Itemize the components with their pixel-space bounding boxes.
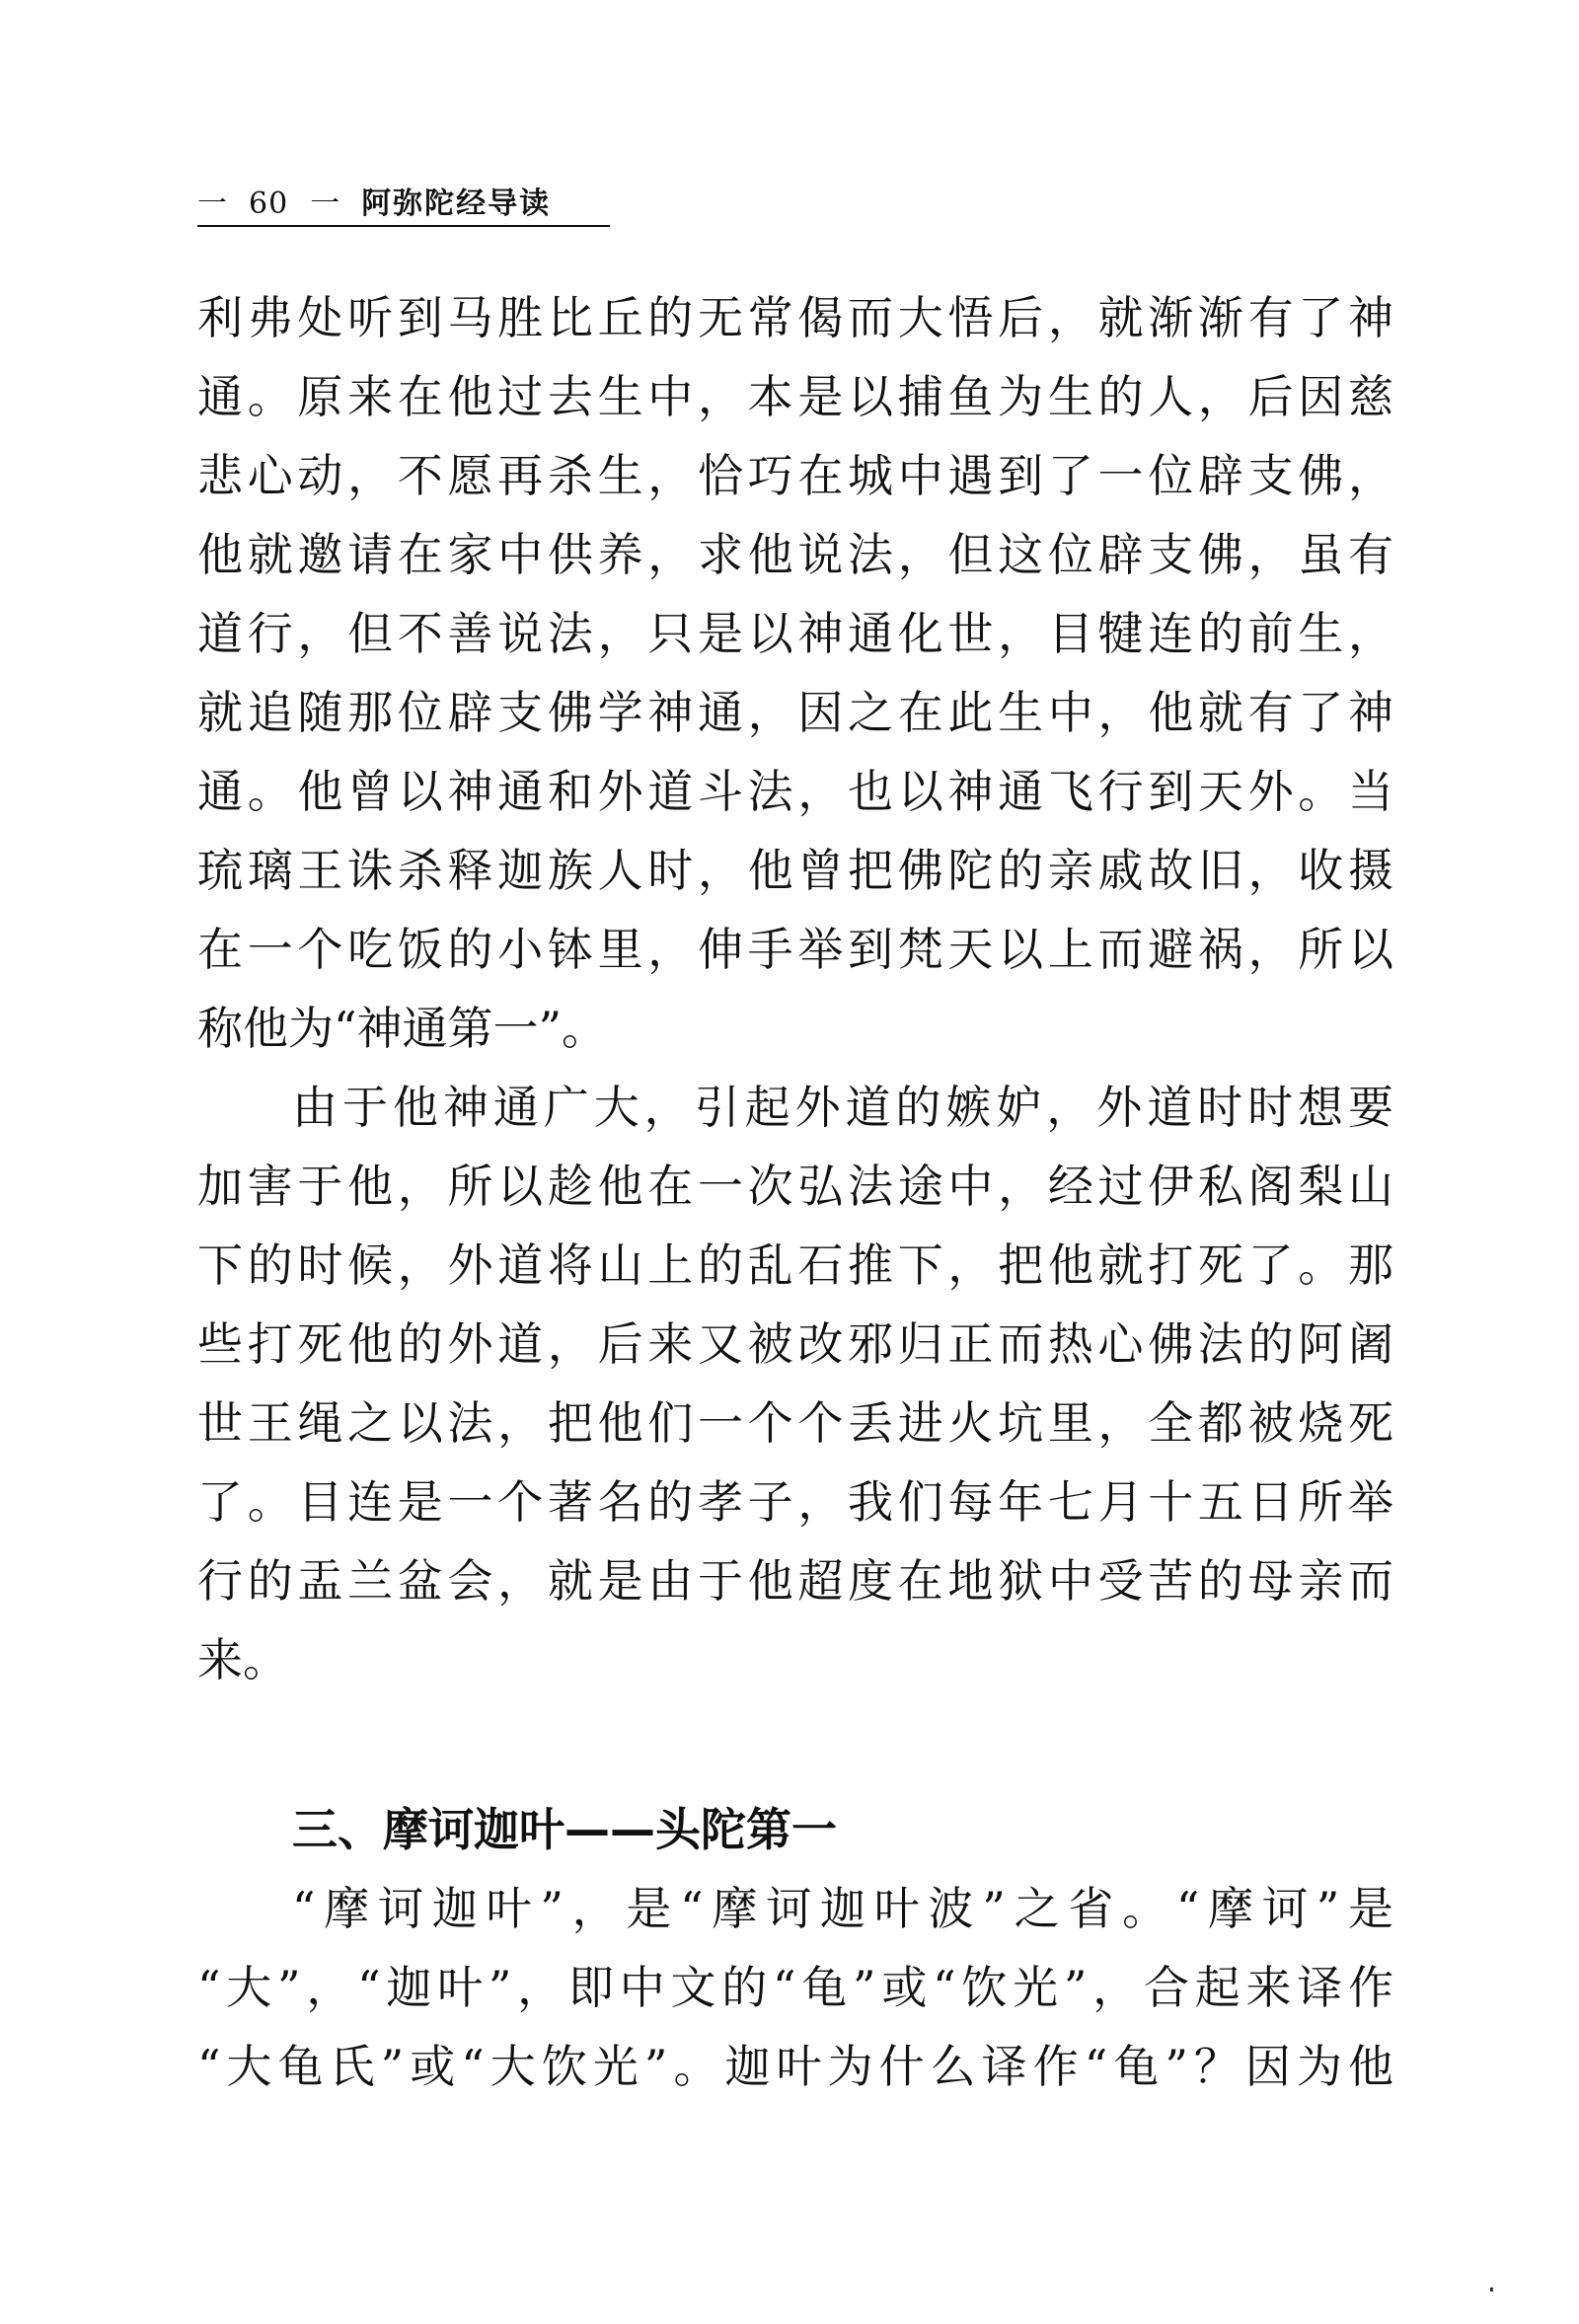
text-line: 就追随那位辟支佛学神通，因之在此生中，他就有了神	[197, 686, 1393, 739]
text-line: 了。目连是一个著名的孝子，我们每年七月十五日所举	[197, 1475, 1393, 1529]
paragraph-2	[197, 1068, 1393, 1699]
text-line: 下的时候，外道将山上的乱石推下，把他就打死了。那	[197, 1238, 1393, 1292]
scan-speck	[1490, 2287, 1493, 2291]
text-line: 些打死他的外道，后来又被改邪归正而热心佛法的阿阇	[197, 1317, 1393, 1371]
text-line: 利弗处听到马胜比丘的无常偈而大悟后，就渐渐有了神	[197, 291, 1393, 344]
text-line: 称他为“神通第一”。	[197, 1002, 608, 1055]
text-line: 琉璃王诛杀释迦族人时，他曾把佛陀的亲戚故旧，收摄	[197, 844, 1393, 897]
running-head-rule	[197, 225, 610, 227]
body-text	[197, 278, 1393, 2106]
text-line: 世王绳之以法，把他们一个个丢进火坑里，全都被烧死	[197, 1396, 1393, 1450]
text-line: 道行，但不善说法，只是以神通化世，目犍连的前生，	[197, 607, 1393, 660]
text-line: 加害于他，所以趁他在一次弘法途中，经过伊私阁梨山	[197, 1160, 1393, 1213]
text-line: “摩诃迦叶”，是“摩诃迦叶波”之省。“摩诃”是	[292, 1882, 1393, 1935]
running-head-dash-right: 一	[310, 187, 340, 221]
running-head-dash-left: 一	[197, 187, 227, 221]
paragraph-3	[197, 1869, 1393, 2106]
text-line: 悲心动，不愿再杀生，恰巧在城中遇到了一位辟支佛，	[197, 449, 1393, 502]
paragraph-1	[197, 278, 1393, 1068]
text-line: 由于他神通广大，引起外道的嫉妒，外道时时想要	[292, 1081, 1393, 1134]
text-line: “大”，“迦叶”，即中文的“龟”或“饮光”，合起来译作	[197, 1961, 1393, 2014]
page-number: 60	[249, 187, 289, 221]
book-title: 阿弥陀经导读	[361, 187, 552, 221]
section-heading: 三、摩诃迦叶——头陀第一	[292, 1803, 837, 1856]
text-line: 通。他曾以神通和外道斗法，也以神通飞行到天外。当	[197, 765, 1393, 818]
text-line: 通。原来在他过去生中，本是以捕鱼为生的人，后因慈	[197, 370, 1393, 423]
running-head	[197, 180, 612, 229]
text-line: 行的盂兰盆会，就是由于他超度在地狱中受苦的母亲而	[197, 1554, 1393, 1608]
text-line: 他就邀请在家中供养，求他说法，但这位辟支佛，虽有	[197, 528, 1393, 581]
text-line: 在一个吃饭的小钵里，伸手举到梵天以上而避祸，所以	[197, 923, 1393, 976]
text-line: 来。	[197, 1633, 288, 1687]
text-line: “大龟氏”或“大饮光”。迦叶为什么译作“龟”？因为他	[197, 2040, 1393, 2093]
